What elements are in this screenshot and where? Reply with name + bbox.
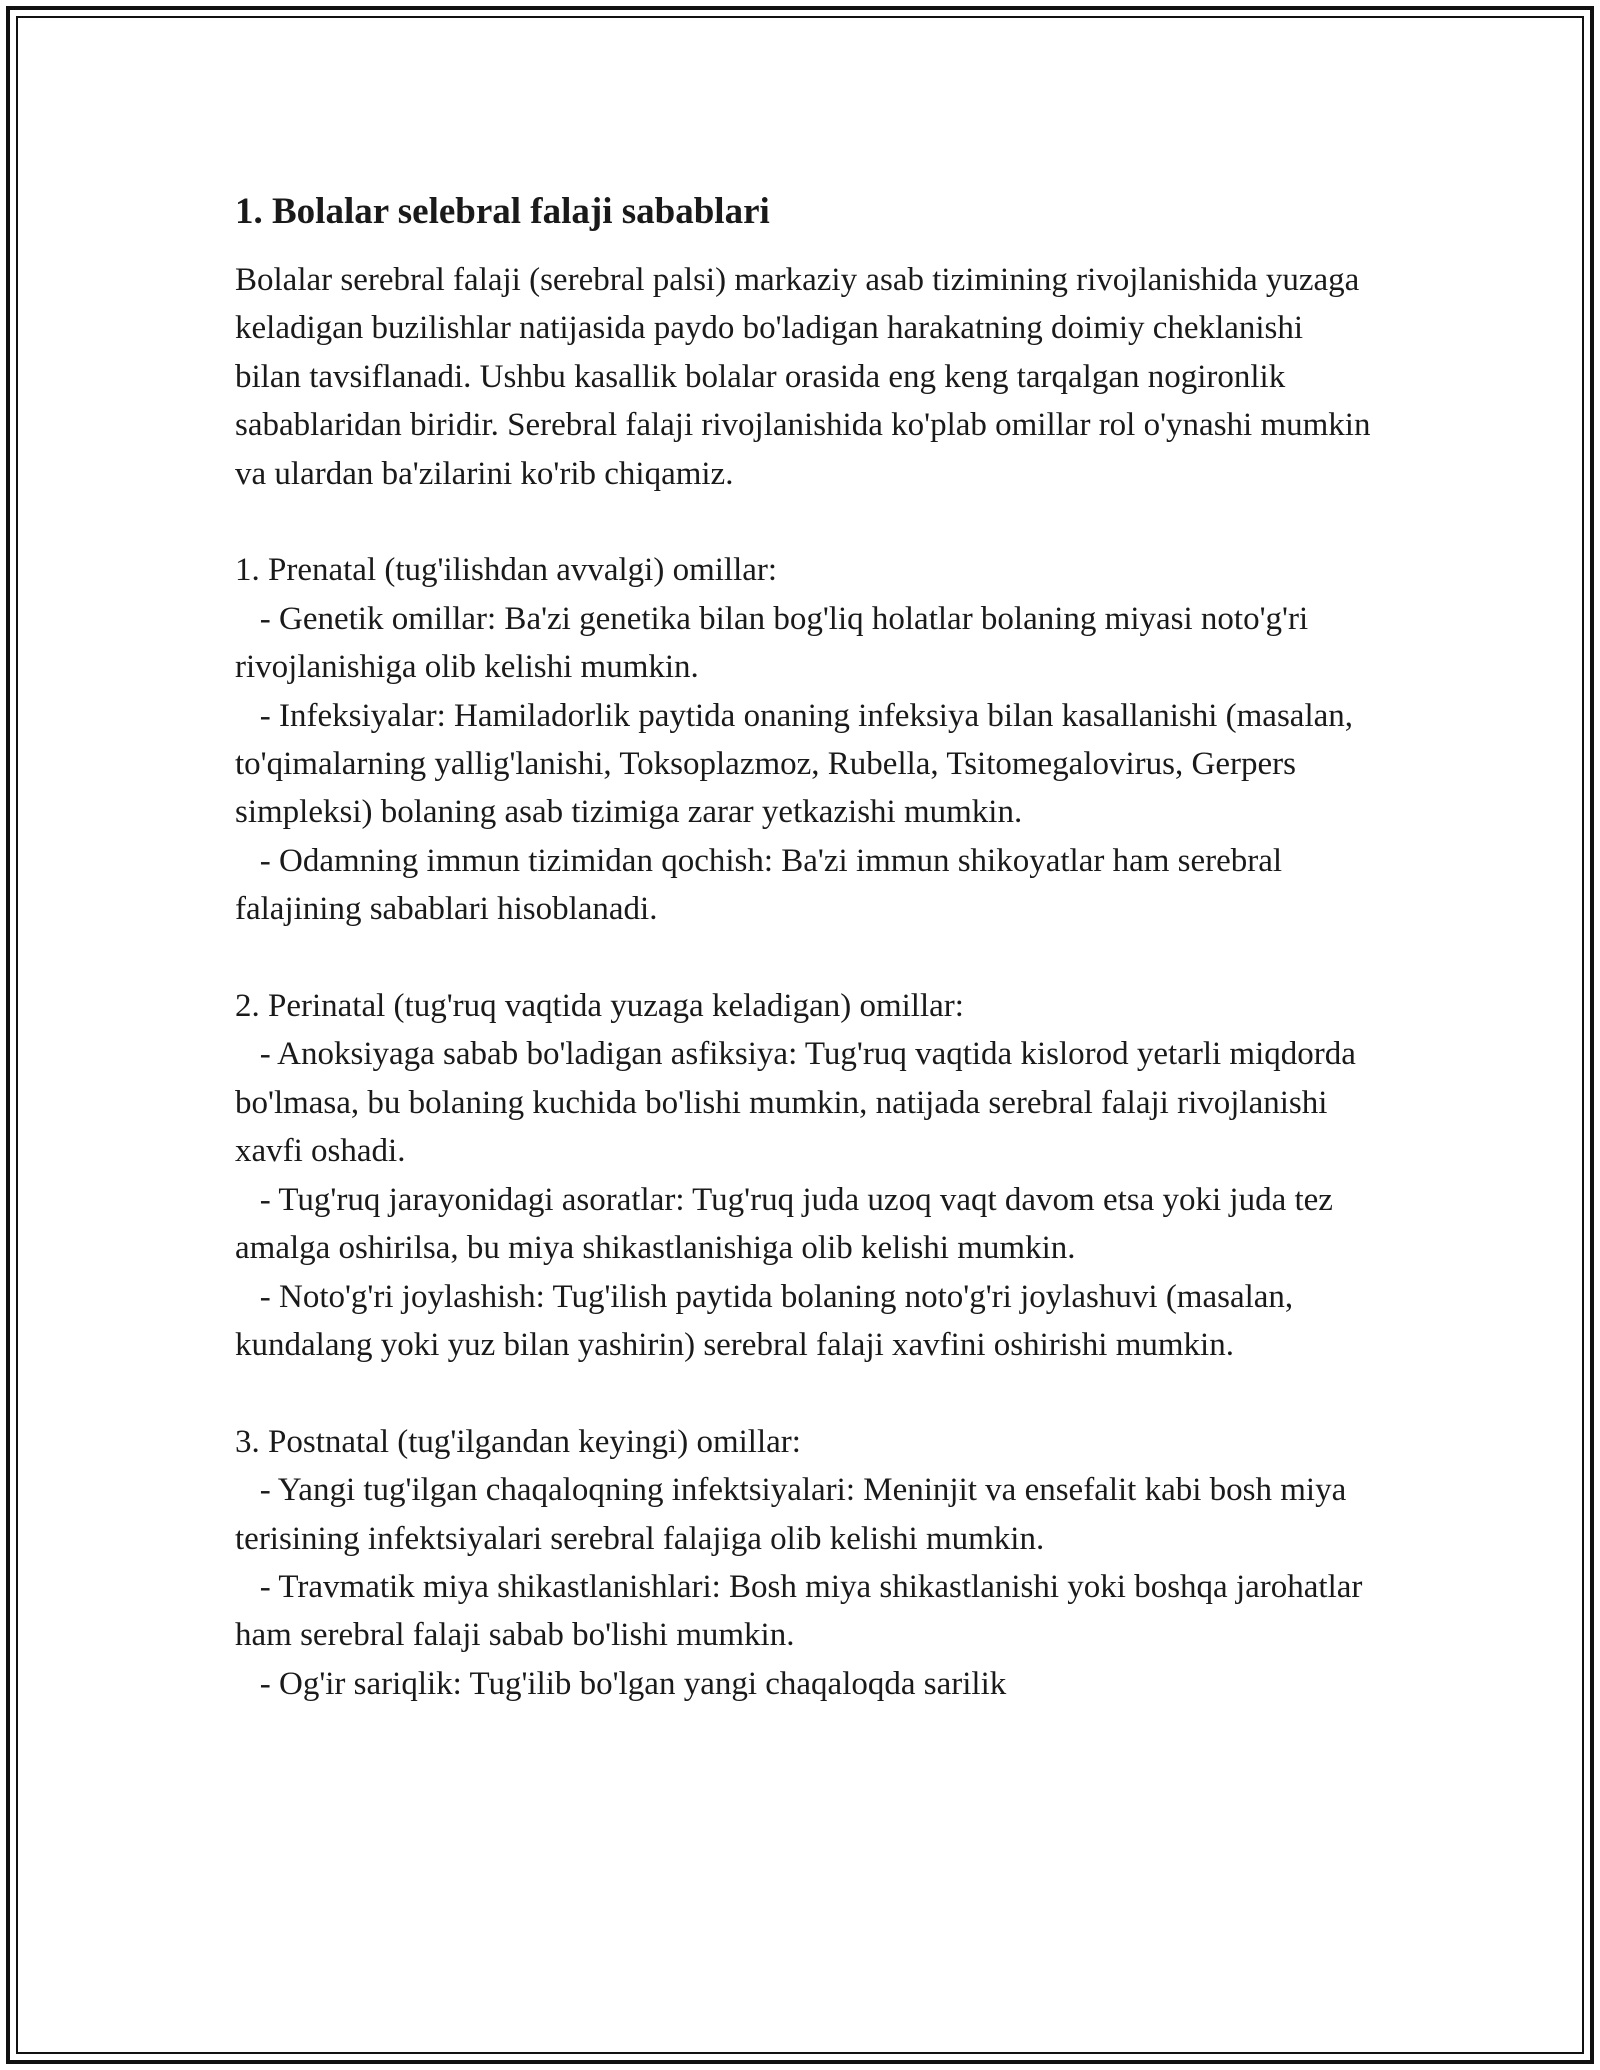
section-prenatal: [235, 546, 1375, 933]
document-body: [235, 186, 1375, 1708]
list-item: - Travmatik miya shikastlanishlari: Bosh miya shikastlanishi yoki boshqa jarohatlar ham serebral falaji sabab bo'lishi mumkin.: [235, 1568, 1371, 1654]
section-title: 3. Postnatal (tug'ilgandan keyingi) omillar:: [235, 1423, 801, 1460]
list-item: - Noto'g'ri joylashish: Tug'ilish paytida bolaning noto'g'ri joylashuvi (masalan, kundalang yoki yuz bilan yashirin) serebral falaji xavfini oshirishi mumkin.: [235, 1278, 1302, 1363]
section-postnatal: [235, 1418, 1375, 1708]
section-perinatal: [235, 982, 1375, 1369]
section-title: 1. Prenatal (tug'ilishdan avvalgi) omillar:: [235, 552, 778, 589]
list-item: - Genetik omillar: Ba'zi genetika bilan bog'liq holatlar bolaning miyasi noto'g'ri rivojlanishiga olib kelishi mumkin.: [235, 600, 1317, 686]
section-title: 2. Perinatal (tug'ruq vaqtida yuzaga keladigan) omillar:: [235, 988, 964, 1025]
list-item: - Anoksiyaga sabab bo'ladigan asfiksiya: Tug'ruq vaqtida kislorod yetarli miqdorda bo'lmasa, bu bolaning kuchida bo'lishi mumkin, natijada serebral falaji rivojlanishi xavfi oshadi.: [235, 1036, 1365, 1170]
list-item: - Infeksiyalar: Hamiladorlik paytida onaning infeksiya bilan kasallanishi (masalan, to'qimalarning yallig'lanishi, Toksoplazmoz, Rubella, Tsitomegalovirus, Gerpers simpleksi) bolaning asab tizimiga zarar yetkazishi mumkin.: [235, 697, 1362, 831]
intro-paragraph: Bolalar serebral falaji (serebral palsi) markaziy asab tizimining rivojlanishida yuzaga keladigan buzilishlar natijasida paydo bo'ladigan harakatning doimiy cheklanishi bilan tavsiflanadi. Ushbu kasallik bolalar orasida eng keng tarqalgan nogironlik sabablaridan biridir. Serebral falaji rivojlanishida ko'plab omillar rol o'ynashi mumkin va ulardan ba'zilarini ko'rib chiqamiz.: [235, 262, 1371, 492]
document-heading: 1. Bolalar selebral falaji sabablari: [235, 191, 770, 232]
list-item: - Tug'ruq jarayonidagi asoratlar: Tug'ruq juda uzoq vaqt davom etsa yoki juda tez amalga oshirilsa, bu miya shikastlanishiga olib kelishi mumkin.: [235, 1181, 1342, 1267]
list-item: - Yangi tug'ilgan chaqaloqning infektsiyalari: Meninjit va ensefalit kabi bosh miya terisining infektsiyalari serebral falajiga olib kelishi mumkin.: [235, 1472, 1355, 1557]
list-item: - Og'ir sariqlik: Tug'ilib bo'lgan yangi chaqaloqda sarilik: [235, 1665, 1007, 1702]
list-item: - Odamning immun tizimidan qochish: Ba'zi immun shikoyatlar ham serebral falajining sabablari hisoblanadi.: [235, 842, 1291, 928]
